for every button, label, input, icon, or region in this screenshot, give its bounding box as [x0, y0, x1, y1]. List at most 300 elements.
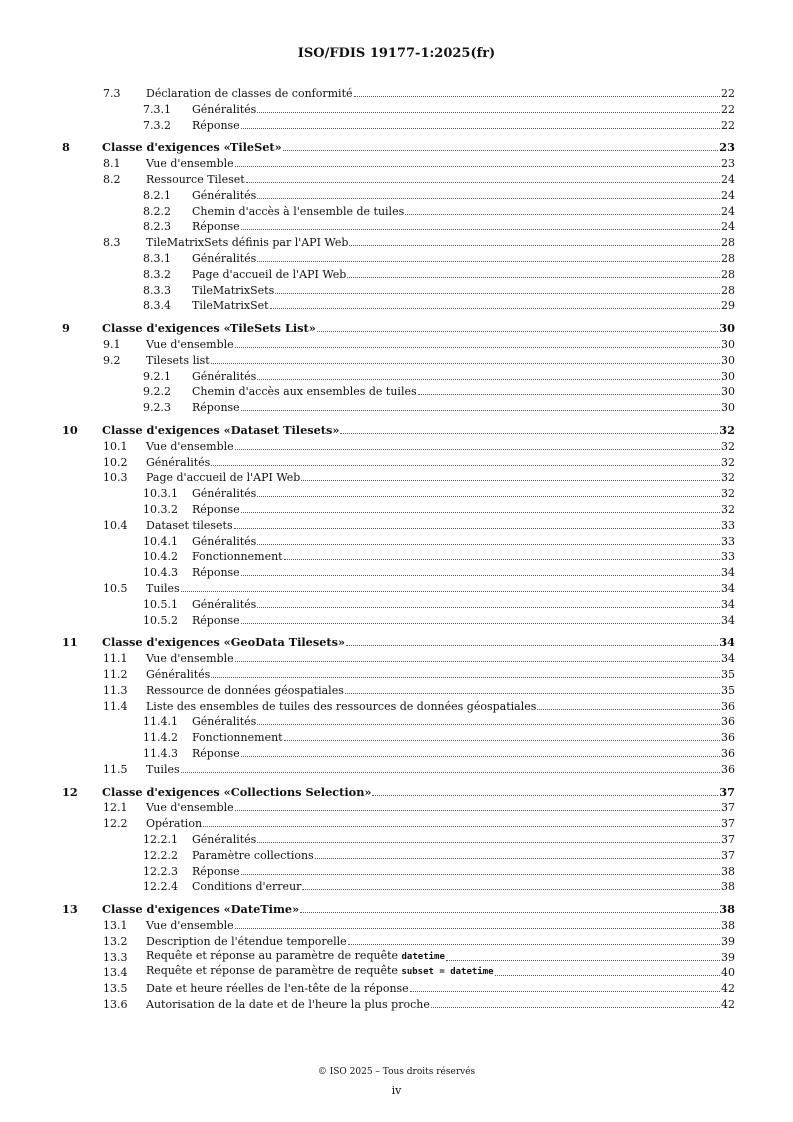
toc-entry[interactable]	[0, 219, 793, 234]
toc-entry-page: 30	[721, 353, 735, 367]
toc-entry-title-text: Description de l'étendue temporelle	[146, 934, 347, 948]
toc-entry[interactable]	[0, 118, 793, 133]
toc-entry-number: 12.2.1	[143, 833, 178, 846]
toc-entry-title-text: TileMatrixSets	[192, 283, 275, 297]
dot-leader	[211, 677, 720, 678]
toc-entry-number: 7.3.2	[143, 118, 171, 132]
toc-entry[interactable]	[0, 235, 793, 250]
toc-entry-page: 22	[721, 102, 735, 116]
toc-entry-page: 33	[721, 550, 735, 564]
toc-entry-title	[192, 565, 241, 580]
toc-entry-title	[102, 423, 340, 438]
page-number: iv	[391, 1084, 402, 1097]
toc-entry[interactable]	[0, 353, 793, 368]
toc-entry-title-text: TileMatrixSet	[192, 299, 269, 313]
toc-entry[interactable]	[0, 651, 793, 666]
toc-entry-title	[146, 934, 348, 949]
dot-leader	[495, 975, 720, 976]
toc-entry-title	[146, 918, 235, 933]
toc-entry-number: 12.2.4	[143, 880, 178, 894]
toc-entry-title-text: Chemin d'accès aux ensembles de tuiles	[192, 385, 417, 399]
toc-entry-title	[146, 667, 211, 682]
toc-entry[interactable]	[0, 918, 793, 933]
toc-entry-title-text: Généralités	[192, 534, 257, 548]
toc-entry-number: 13.4	[103, 966, 128, 980]
toc-entry-title-text: Vue d'ensemble	[146, 801, 234, 815]
toc-entry-page: 32	[721, 439, 735, 453]
toc-entry-title	[192, 283, 275, 298]
toc-entry-page: 33	[721, 518, 735, 532]
toc-entry-title	[146, 353, 211, 368]
toc-entry[interactable]	[0, 864, 793, 879]
toc-entry[interactable]	[0, 597, 793, 612]
toc-entry-number: 11.5	[103, 762, 128, 776]
toc-entry-code: subset = datetime	[401, 967, 494, 978]
toc-entry-number: 11.4.1	[143, 715, 178, 729]
toc-entry-number: 8.3.3	[143, 283, 171, 297]
dot-leader	[346, 645, 718, 646]
dot-leader	[537, 709, 720, 710]
toc-entry-title	[192, 502, 241, 517]
toc-entry[interactable]	[0, 581, 793, 596]
toc-entry-page: 38	[721, 919, 735, 932]
toc-entry-page: 22	[721, 118, 735, 132]
toc-entry-page: 32	[721, 471, 735, 485]
toc-entry-page: 34	[721, 566, 735, 580]
toc-entry-number: 10.5	[103, 582, 128, 595]
toc-entry-title-text: Généralités	[192, 833, 257, 846]
dot-leader	[241, 128, 720, 129]
toc-entry-title-text: Réponse	[192, 566, 240, 580]
toc-entry[interactable]	[0, 714, 793, 729]
toc-entry-page: 29	[721, 299, 735, 313]
toc-entry[interactable]	[0, 337, 793, 352]
dot-leader	[241, 623, 720, 624]
toc-entry-page: 28	[721, 283, 735, 297]
toc-entry-title	[146, 455, 211, 470]
toc-entry-number: 8.3.2	[143, 267, 171, 281]
toc-entry-number: 11.3	[103, 683, 128, 697]
toc-entry[interactable]	[0, 283, 793, 298]
toc-entry-title-text: Réponse	[192, 401, 240, 415]
toc-entry[interactable]	[0, 384, 793, 399]
toc-entry-page: 38	[721, 880, 735, 894]
toc-entry-page: 37	[721, 817, 735, 831]
dot-leader	[235, 661, 720, 662]
toc-entry-number: 11.4.2	[143, 731, 178, 745]
toc-entry-page: 42	[721, 998, 735, 1011]
toc-entry[interactable]	[0, 439, 793, 454]
toc-entry-number: 9.2.1	[143, 369, 171, 383]
toc-entry[interactable]	[0, 832, 793, 847]
toc-entry[interactable]	[0, 534, 793, 549]
dot-leader	[340, 433, 718, 434]
toc-entry[interactable]	[0, 667, 793, 682]
dot-leader	[372, 795, 718, 796]
toc-entry-number: 8.2.3	[143, 220, 171, 234]
dot-leader	[241, 874, 720, 875]
toc-entry[interactable]	[0, 172, 793, 187]
toc-entry-page: 28	[721, 236, 735, 250]
toc-entry[interactable]	[0, 486, 793, 501]
dot-leader	[211, 363, 720, 364]
dot-leader	[246, 182, 720, 183]
toc-entry-title	[192, 384, 418, 399]
toc-entry-title-text: Réponse	[192, 613, 240, 627]
toc-entry-title	[192, 298, 270, 313]
toc-entry-title	[192, 730, 284, 745]
dot-leader	[302, 889, 720, 890]
dot-leader	[235, 347, 720, 348]
toc-entry-page: 22	[721, 87, 735, 100]
toc-entry-number: 13.6	[103, 998, 128, 1011]
toc-entry-title	[192, 400, 241, 415]
toc-entry-title-text: Généralités	[192, 252, 257, 265]
toc-entry[interactable]	[0, 518, 793, 533]
toc-entry-number: 7.3.1	[143, 102, 171, 116]
toc-entry-title-text: Conditions d'erreur	[192, 880, 302, 894]
toc-entry-title-text: Requête et réponse au paramètre de requête	[146, 948, 399, 962]
toc-entry[interactable]	[0, 549, 793, 564]
toc-entry-title-text: Vue d'ensemble	[146, 338, 234, 351]
toc-entry[interactable]	[0, 762, 793, 777]
toc-entry-number: 12.2	[103, 817, 128, 831]
dot-leader	[315, 858, 720, 859]
dot-leader	[284, 559, 720, 560]
toc-entry-title-text: Généralités	[192, 597, 257, 611]
toc-chapter-entry[interactable]	[0, 785, 793, 800]
dot-leader	[181, 772, 720, 773]
dot-leader	[257, 496, 720, 497]
toc-entry-title	[192, 597, 257, 612]
toc-entry-title-text: Généralités	[192, 102, 257, 116]
toc-entry-number: 8.3	[103, 236, 121, 250]
toc-entry-title	[192, 864, 241, 879]
toc-entry-title-text: Déclaration de classes de conformité	[146, 87, 353, 100]
toc-entry-title	[146, 581, 181, 596]
toc-entry-page: 34	[721, 597, 735, 611]
toc-entry-title-text: Ressource Tileset	[146, 173, 245, 186]
toc-entry-page: 30	[719, 321, 735, 336]
toc-entry-number: 9.2	[103, 353, 121, 367]
toc-entry-page: 37	[719, 784, 735, 799]
toc-entry-number: 8.3.1	[143, 252, 171, 265]
dot-leader	[347, 277, 720, 278]
toc-entry-number: 8.3.4	[143, 299, 171, 313]
toc-entry[interactable]	[0, 965, 793, 980]
toc-entry[interactable]	[0, 613, 793, 628]
toc-entry-number: 9.1	[103, 338, 121, 351]
toc-entry-page: 24	[721, 188, 735, 202]
toc-entry-title-text: Chemin d'accès à l'ensemble de tuiles	[192, 204, 405, 218]
toc-entry[interactable]	[0, 188, 793, 203]
toc-entry[interactable]	[0, 102, 793, 117]
toc-entry[interactable]	[0, 502, 793, 517]
toc-entry-page: 36	[721, 715, 735, 729]
toc-entry[interactable]	[0, 565, 793, 580]
toc-entry-title-text: Ressource de données géospatiales	[146, 683, 344, 697]
toc-chapter-entry[interactable]	[0, 140, 793, 155]
toc-entry-title-text: Généralités	[192, 369, 257, 383]
toc-entry-title	[146, 156, 235, 171]
toc-entry-page: 32	[721, 487, 735, 501]
toc-entry[interactable]	[0, 950, 793, 965]
dot-leader	[354, 96, 721, 97]
dot-leader	[418, 394, 720, 395]
toc-entry-page: 28	[721, 267, 735, 281]
toc-entry-title-text: Vue d'ensemble	[146, 439, 234, 453]
toc-entry[interactable]	[0, 298, 793, 313]
toc-entry-page: 34	[719, 635, 735, 650]
toc-entry-title	[146, 762, 181, 777]
dot-leader	[257, 112, 720, 113]
toc-entry[interactable]	[0, 848, 793, 863]
toc-entry-title-text: Page d'accueil de l'API Web	[192, 267, 347, 281]
toc-entry[interactable]	[0, 470, 793, 485]
toc-entry-page: 38	[719, 902, 735, 917]
toc-entry-title	[146, 800, 235, 815]
toc-entry-title-text: Fonctionnement	[192, 731, 283, 745]
toc-entry[interactable]	[0, 981, 793, 996]
toc-entry-page: 39	[721, 934, 735, 948]
toc-entry-number: 10.5.2	[143, 613, 178, 627]
toc-entry-number: 11	[62, 635, 78, 650]
copyright-footer: © ISO 2025 – Tous droits réservés	[317, 1067, 476, 1077]
toc-entry-number: 7.3	[103, 87, 121, 100]
toc-entry-title	[146, 997, 431, 1012]
toc-entry-page: 24	[721, 204, 735, 218]
toc-entry-number: 13.5	[103, 982, 128, 996]
toc-entry-title	[102, 902, 300, 917]
toc-entry-title	[146, 948, 446, 965]
dot-leader	[270, 308, 720, 309]
toc-entry-title	[192, 549, 284, 564]
toc-chapter-entry[interactable]	[0, 423, 793, 438]
dot-leader	[349, 245, 720, 246]
toc-entry-title-text: Réponse	[192, 118, 240, 132]
dot-leader	[257, 261, 720, 262]
toc-entry-number: 10.1	[103, 439, 128, 453]
toc-entry[interactable]	[0, 816, 793, 831]
toc-entry-title-text: Dataset tilesets	[146, 518, 233, 532]
toc-entry-title	[192, 746, 241, 761]
dot-leader	[234, 528, 720, 529]
toc-entry-number: 13.3	[103, 950, 128, 964]
toc-entry-title-text: Réponse	[192, 503, 240, 516]
toc-entry-page: 34	[721, 582, 735, 595]
toc-entry-title-text: Classe d'exigences «Collections Selection»	[102, 784, 372, 799]
toc-entry[interactable]	[0, 251, 793, 266]
toc-entry-title-text: Requête et réponse de paramètre de requête	[146, 964, 398, 978]
toc-entry-title	[192, 832, 257, 847]
toc-entry-title-text: Tuiles	[146, 582, 180, 595]
toc-entry-title-text: Tuiles	[146, 762, 180, 776]
toc-entry-page: 36	[721, 731, 735, 745]
toc-entry-page: 32	[721, 455, 735, 469]
toc-entry-number: 9.2.3	[143, 401, 171, 415]
toc-entry-page: 39	[721, 950, 735, 964]
toc-entry-title-text: Paramètre collections	[192, 848, 314, 862]
toc-entry[interactable]	[0, 267, 793, 282]
toc-entry-page: 33	[721, 534, 735, 548]
toc-entry-title-text: Vue d'ensemble	[146, 919, 234, 932]
toc-entry[interactable]	[0, 156, 793, 171]
toc-entry-page: 30	[721, 369, 735, 383]
dot-leader	[257, 379, 720, 380]
toc-chapter-entry[interactable]	[0, 321, 793, 336]
toc-entry-number: 13.2	[103, 934, 128, 948]
toc-entry-title-text: Classe d'exigences «TileSets List»	[102, 321, 316, 336]
toc-entry-title-text: Opération	[146, 817, 203, 831]
toc-entry-title	[146, 816, 203, 831]
toc-entry-title	[146, 981, 410, 996]
dot-leader	[241, 575, 720, 576]
toc-entry[interactable]	[0, 746, 793, 761]
toc-entry-page: 32	[719, 423, 735, 437]
toc-entry-title	[192, 118, 241, 133]
toc-entry-page: 24	[721, 220, 735, 234]
toc-entry-title-text: Vue d'ensemble	[146, 157, 234, 171]
toc-entry-code: datetime	[401, 951, 445, 962]
toc-entry-number: 11.1	[103, 652, 128, 666]
toc-entry-title	[192, 879, 302, 894]
toc-entry-page: 23	[721, 157, 735, 171]
toc-entry-title-text: Vue d'ensemble	[146, 652, 234, 666]
dot-leader	[235, 166, 720, 167]
toc-entry-title	[102, 321, 317, 336]
toc-entry[interactable]	[0, 699, 793, 714]
toc-entry-page: 37	[721, 801, 735, 815]
toc-entry-title	[146, 963, 495, 980]
toc-entry[interactable]	[0, 86, 793, 101]
toc-entry[interactable]	[0, 455, 793, 470]
toc-entry-page: 30	[721, 338, 735, 351]
toc-entry-page: 30	[721, 401, 735, 415]
dot-leader	[257, 544, 720, 545]
toc-entry-title	[146, 651, 235, 666]
toc-chapter-entry[interactable]	[0, 902, 793, 917]
dot-leader	[345, 693, 720, 694]
toc-entry-number: 8.2.2	[143, 204, 171, 218]
toc-entry-title-text: Classe d'exigences «TileSet»	[102, 140, 282, 155]
dot-leader	[275, 293, 720, 294]
toc-entry-title-text: Classe d'exigences «Dataset Tilesets»	[102, 423, 340, 437]
toc-entry-page: 32	[721, 503, 735, 516]
toc-entry-page: 30	[721, 385, 735, 399]
toc-entry-number: 8	[62, 140, 70, 155]
toc-entry-number: 9	[62, 321, 70, 336]
toc-entry[interactable]	[0, 730, 793, 745]
toc-entry[interactable]	[0, 204, 793, 219]
toc-entry-page: 42	[721, 982, 735, 996]
toc-entry[interactable]	[0, 683, 793, 698]
dot-leader	[446, 960, 720, 961]
toc-entry-title	[146, 439, 235, 454]
dot-leader	[405, 214, 720, 215]
toc-entry-number: 8.1	[103, 157, 121, 171]
toc-entry-title	[192, 267, 347, 282]
toc-entry-page: 23	[719, 140, 735, 155]
toc-entry-page: 35	[721, 683, 735, 697]
toc-entry-title	[146, 683, 345, 698]
toc-entry-title	[192, 369, 257, 384]
dot-leader	[301, 480, 720, 481]
toc-entry-number: 11.2	[103, 668, 128, 681]
toc-entry-title	[192, 204, 405, 219]
toc-entry-title	[146, 699, 537, 714]
toc-entry-page: 24	[721, 173, 735, 186]
toc-entry[interactable]	[0, 369, 793, 384]
dot-leader	[241, 512, 720, 513]
dot-leader	[431, 1007, 720, 1008]
toc-entry-title	[192, 102, 257, 117]
toc-entry-title-text: Réponse	[192, 864, 240, 878]
toc-entry[interactable]	[0, 800, 793, 815]
toc-entry-title	[146, 86, 354, 101]
toc-entry-number: 10.3	[103, 471, 128, 485]
dot-leader	[410, 991, 720, 992]
toc-entry-title-text: Classe d'exigences «GeoData Tilesets»	[102, 635, 346, 650]
toc-entry-title	[192, 251, 257, 266]
toc-entry-title-text: Généralités	[146, 668, 211, 681]
dot-leader	[241, 756, 720, 757]
dot-leader	[257, 607, 720, 608]
toc-entry-title	[192, 188, 257, 203]
toc-entry-number: 12.2.3	[143, 864, 178, 878]
toc-entry[interactable]	[0, 400, 793, 415]
toc-entry-number: 10.3.1	[143, 487, 178, 501]
toc-entry-title	[192, 486, 257, 501]
dot-leader	[241, 229, 720, 230]
dot-leader	[317, 331, 718, 332]
toc-entry-number: 13.1	[103, 919, 128, 932]
dot-leader	[235, 449, 720, 450]
dot-leader	[348, 944, 720, 945]
toc-entry-title-text: Généralités	[192, 715, 257, 729]
toc-entry-page: 37	[721, 833, 735, 846]
toc-entry-title-text: Page d'accueil de l'API Web	[146, 471, 301, 485]
toc-entry-title	[192, 848, 315, 863]
toc-chapter-entry[interactable]	[0, 635, 793, 650]
dot-leader	[283, 150, 719, 151]
toc-entry[interactable]	[0, 997, 793, 1012]
toc-entry-page: 36	[721, 762, 735, 776]
toc-entry[interactable]	[0, 934, 793, 949]
toc-entry-number: 10.4	[103, 518, 128, 532]
toc-entry-title	[192, 613, 241, 628]
toc-entry-title-text: Tilesets list	[146, 353, 210, 367]
toc-entry-title-text: TileMatrixSets définis par l'API Web	[146, 236, 349, 250]
toc-entry-number: 11.4	[103, 699, 128, 713]
toc-entry-title-text: Classe d'exigences «DateTime»	[102, 902, 300, 917]
toc-entry-number: 10.4.2	[143, 550, 178, 564]
toc-entry-title	[146, 337, 235, 352]
toc-entry-number: 12	[62, 784, 78, 799]
dot-leader	[235, 810, 720, 811]
toc-entry-title-text: Généralités	[192, 487, 257, 501]
toc-entry-number: 8.2.1	[143, 188, 171, 202]
dot-leader	[211, 465, 720, 466]
toc-entry-title-text: Autorisation de la date et de l'heure la plus proche	[146, 998, 430, 1011]
document-header: ISO/FDIS 19177-1:2025(fr)	[297, 46, 496, 61]
toc-entry-number: 10.3.2	[143, 503, 178, 516]
toc-entry-title	[146, 470, 301, 485]
dot-leader	[181, 591, 720, 592]
toc-entry-title-text: Date et heure réelles de l'en-tête de la réponse	[146, 982, 409, 996]
toc-entry-title-text: Fonctionnement	[192, 550, 283, 564]
toc-entry[interactable]	[0, 879, 793, 894]
dot-leader	[241, 410, 720, 411]
